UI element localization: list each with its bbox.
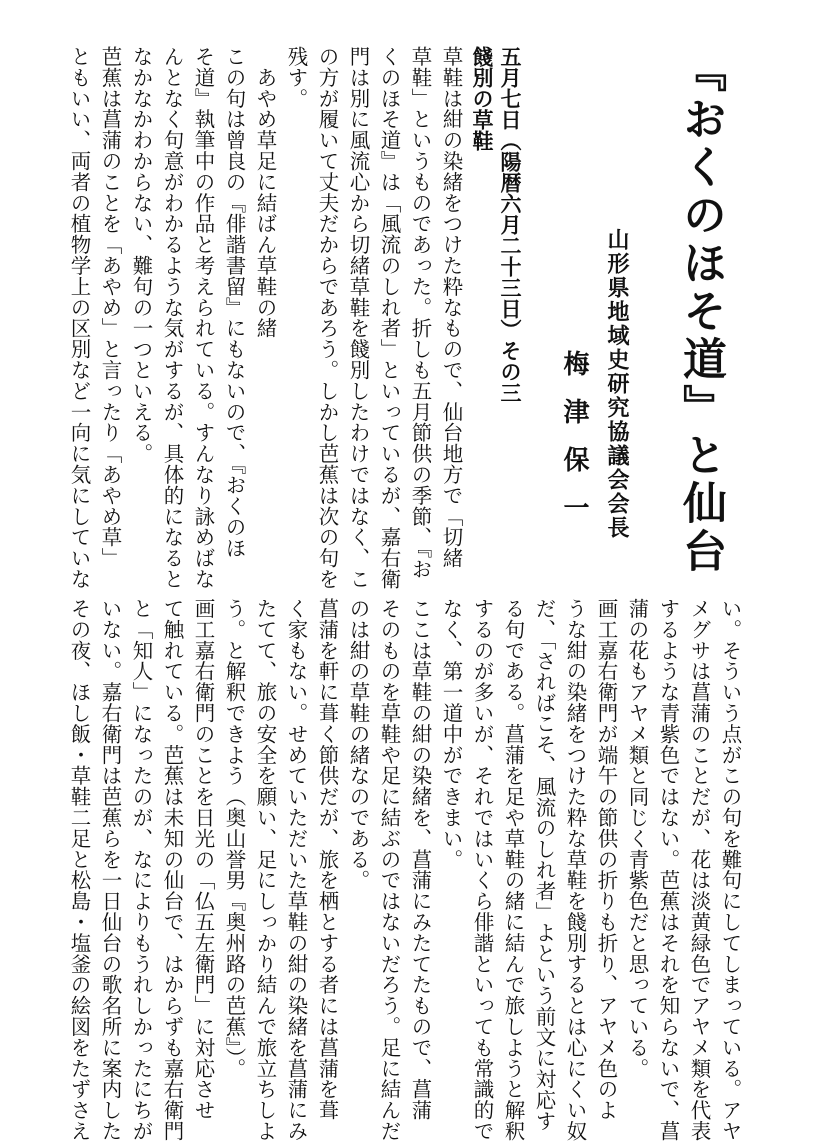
text-column: 画工嘉右衛門が端午の節供の折りも折り、アヤメ色のよ (594, 598, 618, 1121)
text-column: う。と解釈できよう（奥山誉男『奥州路の芭蕉』）。 (222, 598, 246, 1080)
text-column: なかなかわからない、難句の一つといえる。 (129, 46, 153, 464)
section-date-line: 五月七日（陽暦六月二十三日）その三 (498, 46, 522, 403)
text-column: 菖蒲を軒に葺く節供だが、旅を栖とする者には菖蒲を葺 (315, 598, 339, 1121)
text-column: 蒲の花もアヤメ類と同じく青紫色だと思っている。 (625, 598, 649, 1079)
text-column: る句である。菖蒲を足や草鞋の緒に結んで旅しようと解釈 (501, 598, 525, 1142)
text-column: の方が履いて丈夫だからであろう。しかし芭蕉は次の句を (315, 46, 339, 590)
text-column: そ道』執筆中の作品と考えられている。すんなり詠めばな (191, 46, 215, 590)
text-column: そのものを草鞋や足に結ぶのではないだろう。足に結んだ (377, 598, 401, 1142)
text-column: なく、第一道中ができまい。 (439, 598, 463, 870)
body-text-upper (0, 46, 466, 590)
text-column: うな紺の染緒をつけた粋な草鞋を餞別するとは心にくい奴 (563, 598, 587, 1142)
text-column: この句は曾良の『俳諧書留』にもないので、『おくのほ (222, 46, 246, 559)
text-column: 芭蕉は菖蒲のことを「あやめ」と言ったり「あやめ草」 (98, 46, 122, 569)
text-column: 草鞋」というものであった。折しも五月節供の季節、『お (408, 46, 432, 580)
text-column: と「知人」になったのが、なによりもうれしかったにちが (129, 598, 153, 1142)
text-column: いない。嘉右衛門は芭蕉らを一日仙台の歌名所に案内した (98, 598, 122, 1142)
text-column: んとなく句意がわかるような気がするが、具体的になると (160, 46, 184, 590)
text-column: く家もない。せめていただいた草鞋の紺の染緒を菖蒲にみ (284, 598, 308, 1142)
section-heading (464, 46, 524, 566)
text-column: 画工嘉右衛門のことを日光の「仏五左衛門」に対応させ (191, 598, 215, 1121)
body-text-lower (0, 598, 745, 1142)
text-column: くのほそ道』は「風流のしれ者」といっているが、嘉右衛 (377, 46, 401, 590)
text-column: たてて、旅の安全を願い、足にしっかり結んで旅立ちしよ (253, 598, 277, 1142)
haiku: あやめ草足に結ばん草鞋の緒 (253, 46, 277, 339)
text-column: い。そういう点がこの句を難句にしてしまっている。アヤ (718, 598, 742, 1142)
author-affiliation: 山形県地域史研究協議会会長 (604, 228, 629, 540)
author-name: 梅津保一 (559, 350, 589, 542)
text-column: ともいい、両者の植物学上の区別など一向に気にしていな (67, 46, 91, 590)
text-column: するのが多いが、それではいくら俳諧といっても常識的で (470, 598, 494, 1142)
text-column: のは紺の草鞋の緒なのである。 (346, 598, 370, 891)
text-column: ここは草鞋の紺の染緒を、菖蒲にみたてたもので、菖蒲 (408, 598, 432, 1121)
text-column: 草鞋は紺の染緒をつけた粋なもので、仙台地方で「切緒 (439, 46, 463, 569)
text-column: て触れている。芭蕉は未知の仙台で、はからずも嘉右衛門 (160, 598, 184, 1142)
text-column: するような青紫色ではない。芭蕉はそれを知らないで、菖 (656, 598, 680, 1142)
article-title: 『おくのほそ道』と仙台 (675, 48, 726, 576)
text-column: 残す。 (284, 46, 308, 109)
text-column: その夜、ほし飯・草鞋二足と松島・塩釜の絵図をたずさえ (67, 598, 91, 1142)
section-subtitle: 餞別の草鞋 (470, 46, 494, 151)
text-column: だ、「さればこそ、風流のしれ者」よという前文に対応す (532, 598, 556, 1132)
text-column: 門は別に風流心から切緒草鞋を餞別したわけではなく、こ (346, 46, 370, 590)
text-column: メグサは菖蒲のことだが、花は淡黄緑色でアヤメ類を代表 (687, 598, 711, 1142)
